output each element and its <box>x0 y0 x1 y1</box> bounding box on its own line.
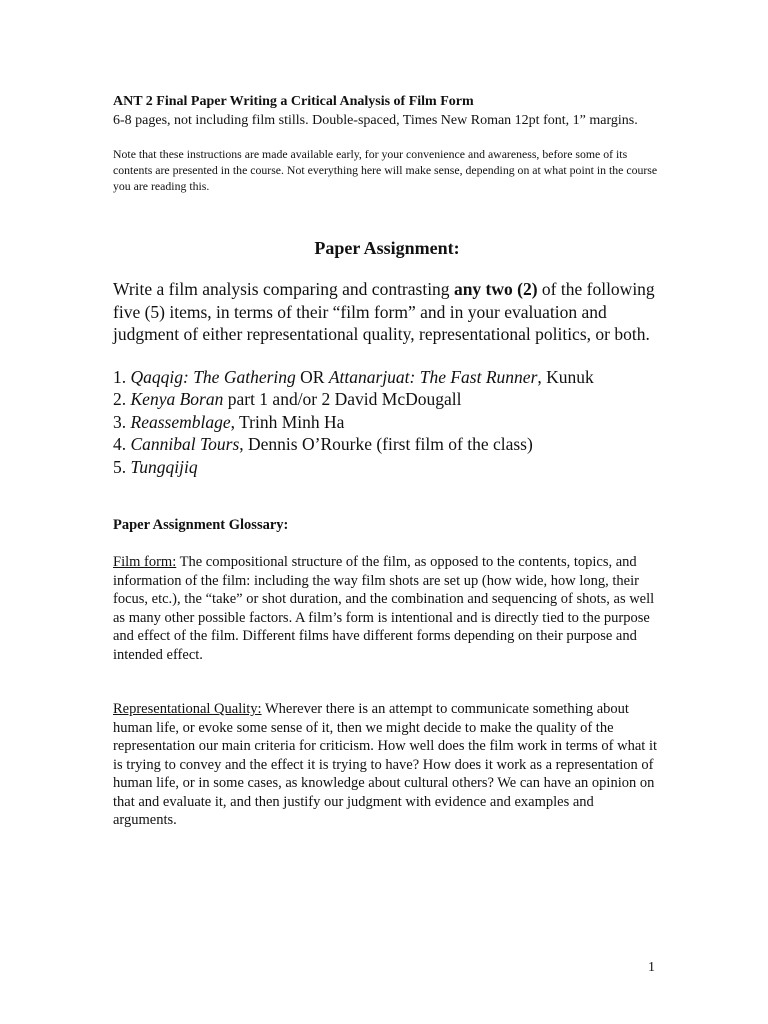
prompt-emphasis: any two (2) <box>453 279 538 299</box>
prompt-text-before: Write a film analysis comparing and contrasting <box>113 279 454 299</box>
assignment-heading: Paper Assignment: <box>314 238 460 258</box>
film-credit: , Trinh Minh Ha <box>230 411 345 432</box>
definition-text: Wherever there is an attempt to communicate something about human life, or evoke some sense of it, then we might decide to make the quality of the representation our main criteria for criticism. How well does the film work in terms of what it is trying to convey and the effect it is trying to have? How does it work as a representation of human life, or in some cases, as knowledge about cultural others? We can have an opinion on that and evaluate it, and then justify our judgment with evidence and examples and arguments. <box>113 701 657 828</box>
item-number: 5. <box>113 456 131 477</box>
film-title: Cannibal Tours <box>130 434 240 454</box>
definition-film-form <box>113 553 661 664</box>
film-title: Kenya Boran <box>130 389 224 409</box>
film-list-item <box>113 388 661 411</box>
page-number: 1 <box>648 960 655 975</box>
document-title: ANT 2 Final Paper Writing a Critical Analysis of Film Form <box>113 94 474 109</box>
item-number: 3. <box>113 411 131 432</box>
film-list <box>113 366 661 479</box>
film-title: Tungqijiq <box>130 456 198 477</box>
definition-term: Representational Quality: <box>113 701 262 717</box>
film-credit: part 1 and/or 2 David McDougall <box>223 389 462 409</box>
film-title: Qaqqig: The Gathering <box>130 366 296 387</box>
document-page <box>113 92 661 830</box>
film-list-item <box>113 366 661 389</box>
film-list-item <box>113 456 661 479</box>
prompt-text-after: of the following five (5) items, in terms of their “film form” and in your evaluation and judgment of either representational quality, representational politics, or both. <box>113 279 655 344</box>
item-connector: OR <box>295 366 329 387</box>
film-list-item <box>113 433 661 456</box>
film-list-item <box>113 411 661 434</box>
definition-text: The compositional structure of the film, as opposed to the contents, topics, and information of the film: including the way film shots are set up (how wide, how long, their focus, etc.), the “take” or shot duration, and the combination and sequencing of shots, as well as many other possible factors. A film’s form is intentional and is directly tied to the purpose and effect of the film. Different films have different forms depending on their purpose and intended effect. <box>113 554 655 663</box>
film-title: Reassemblage <box>130 411 231 432</box>
film-credit: , Dennis O’Rourke (first film of the class) <box>239 434 533 454</box>
early-release-note: Note that these instructions are made available early, for your convenience and awareness, before some of its contents are presented in the course. Not everything here will make sense, depending on at what point in the course you are reading this. <box>113 147 658 193</box>
glossary-heading: Paper Assignment Glossary: <box>113 517 289 533</box>
item-number: 1. <box>113 366 131 387</box>
assignment-prompt <box>113 278 661 346</box>
definition-term: Film form: <box>113 554 177 570</box>
film-title: Attanarjuat: The Fast Runner <box>328 366 538 387</box>
formatting-requirements: 6-8 pages, not including film stills. Double-spaced, Times New Roman 12pt font, 1” margins. <box>113 113 638 128</box>
definition-representational-quality <box>113 700 661 830</box>
film-credit: , Kunuk <box>537 366 594 387</box>
item-number: 4. <box>113 434 131 454</box>
item-number: 2. <box>113 389 131 409</box>
